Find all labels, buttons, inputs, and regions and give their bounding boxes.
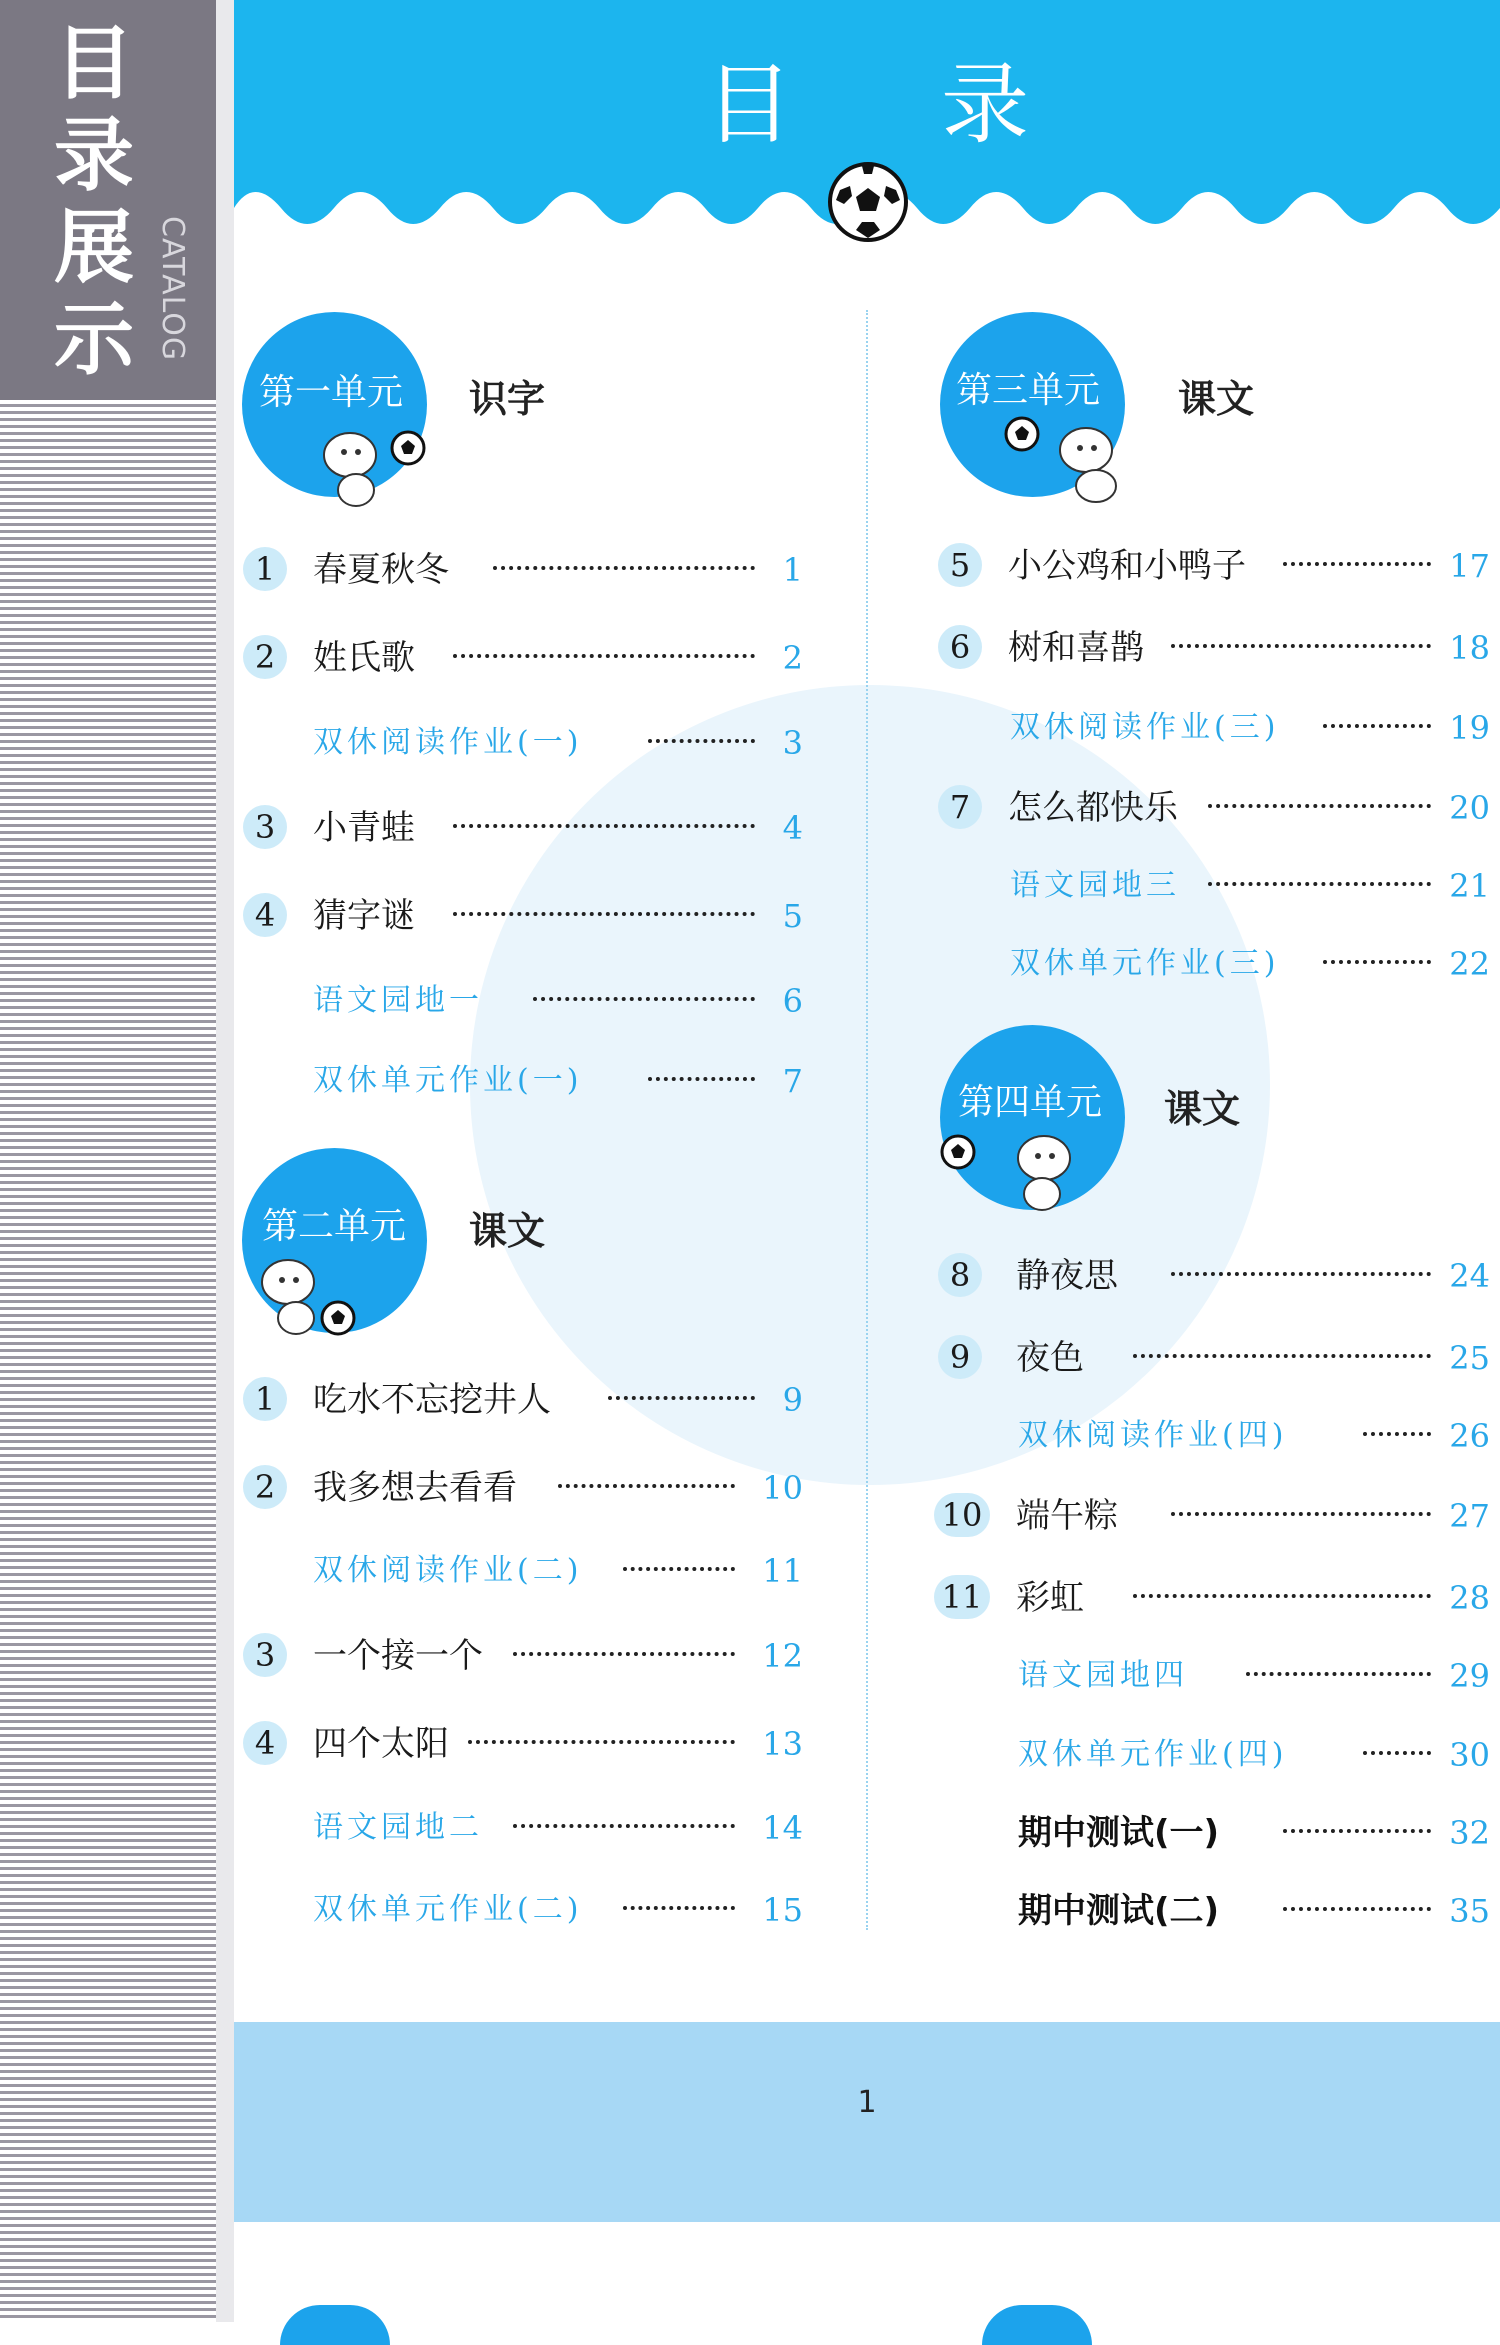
entry-leader-dots bbox=[453, 824, 755, 828]
footer-band bbox=[234, 2022, 1500, 2222]
toc-entry[interactable] bbox=[938, 1488, 1498, 1544]
entry-page: 15 bbox=[762, 1891, 803, 1929]
entry-title: 夜色 bbox=[1016, 1338, 1084, 1378]
entry-title: 语文园地二 bbox=[313, 1810, 483, 1845]
entry-leader-dots bbox=[1323, 960, 1431, 964]
unit-label: 第三单元 bbox=[956, 370, 1101, 411]
sidebar-title-char: 目 bbox=[54, 17, 134, 110]
entry-leader-dots bbox=[453, 912, 755, 916]
entry-page: 10 bbox=[762, 1469, 803, 1507]
entry-leader-dots bbox=[1208, 804, 1431, 808]
soccer-ball-icon bbox=[826, 160, 910, 244]
column-divider bbox=[866, 310, 868, 1930]
entry-title: 我多想去看看 bbox=[313, 1468, 517, 1508]
toc-entry[interactable] bbox=[938, 620, 1498, 676]
entry-leader-dots bbox=[533, 997, 755, 1001]
sidebar-gap bbox=[216, 0, 234, 2322]
entry-leader-dots bbox=[1133, 1354, 1431, 1358]
toc-entry[interactable] bbox=[938, 858, 1498, 914]
page-title: 目 录 bbox=[705, 53, 1089, 156]
toc-entry[interactable] bbox=[938, 936, 1498, 992]
entry-page: 29 bbox=[1449, 1657, 1490, 1695]
entry-title: 一个接一个 bbox=[313, 1636, 483, 1676]
entry-leader-dots bbox=[1283, 562, 1431, 566]
entry-number: 5 bbox=[938, 543, 982, 587]
entry-title: 语文园地四 bbox=[1018, 1658, 1188, 1693]
sidebar-title-char: 示 bbox=[54, 293, 134, 386]
toc-entry[interactable] bbox=[243, 630, 803, 686]
entry-leader-dots bbox=[558, 1484, 735, 1488]
mascot-icon bbox=[934, 1120, 1094, 1220]
entry-page: 25 bbox=[1449, 1339, 1490, 1377]
sidebar-title-char: 展 bbox=[54, 201, 134, 294]
unit-type: 课文 bbox=[1178, 377, 1255, 421]
entry-title: 双休单元作业(二) bbox=[313, 1892, 583, 1927]
entry-title: 小公鸡和小鸭子 bbox=[1008, 546, 1246, 586]
entry-page: 35 bbox=[1449, 1892, 1490, 1930]
toc-entry[interactable] bbox=[938, 1248, 1498, 1304]
entry-title: 怎么都快乐 bbox=[1008, 788, 1178, 828]
toc-entry[interactable] bbox=[243, 1460, 803, 1516]
entry-page: 22 bbox=[1449, 945, 1490, 983]
entry-page: 27 bbox=[1449, 1497, 1490, 1535]
entry-title: 春夏秋冬 bbox=[313, 550, 449, 590]
mascot-icon bbox=[248, 1242, 368, 1342]
entry-title: 期中测试(一) bbox=[1018, 1813, 1220, 1853]
entry-page: 11 bbox=[762, 1552, 803, 1590]
toc-entry[interactable] bbox=[243, 1716, 803, 1772]
entry-page: 3 bbox=[782, 724, 803, 762]
entry-title: 猜字谜 bbox=[313, 896, 415, 936]
sidebar-stripes bbox=[0, 400, 216, 2322]
entry-page: 20 bbox=[1449, 789, 1490, 827]
mascot-icon bbox=[310, 410, 430, 510]
entry-page: 24 bbox=[1449, 1257, 1490, 1295]
entry-leader-dots bbox=[1283, 1907, 1431, 1911]
entry-title: 吃水不忘挖井人 bbox=[313, 1380, 551, 1420]
entry-page: 14 bbox=[762, 1809, 803, 1847]
entry-title: 双休单元作业(四) bbox=[1018, 1737, 1288, 1772]
entry-number: 4 bbox=[243, 1721, 287, 1765]
toc-entry[interactable] bbox=[243, 800, 803, 856]
unit-type: 识字 bbox=[469, 377, 546, 421]
entry-page: 17 bbox=[1449, 547, 1490, 585]
entry-number: 10 bbox=[934, 1493, 990, 1537]
toc-entry[interactable] bbox=[243, 1372, 803, 1428]
entry-leader-dots bbox=[453, 654, 755, 658]
entry-page: 28 bbox=[1449, 1579, 1490, 1617]
entry-number: 1 bbox=[243, 547, 287, 591]
entry-leader-dots bbox=[1171, 644, 1431, 648]
entry-page: 5 bbox=[782, 897, 803, 935]
entry-page: 1 bbox=[782, 551, 803, 589]
page-number: 1 bbox=[857, 2085, 877, 2120]
entry-title: 静夜思 bbox=[1016, 1256, 1118, 1296]
entry-title: 双休阅读作业(三) bbox=[1010, 710, 1280, 745]
toc-entry[interactable] bbox=[938, 780, 1498, 836]
entry-page: 19 bbox=[1449, 709, 1490, 747]
entry-number: 6 bbox=[938, 625, 982, 669]
entry-title: 双休阅读作业(二) bbox=[313, 1553, 583, 1588]
toc-entry[interactable] bbox=[938, 538, 1498, 594]
toc-entry[interactable] bbox=[243, 1628, 803, 1684]
entry-number: 9 bbox=[938, 1335, 982, 1379]
entry-page: 2 bbox=[782, 639, 803, 677]
toc-entry[interactable] bbox=[938, 700, 1498, 756]
entry-page: 13 bbox=[762, 1725, 803, 1763]
entry-title: 双休单元作业(三) bbox=[1010, 946, 1280, 981]
unit-type: 课文 bbox=[469, 1209, 546, 1253]
entry-title: 双休阅读作业(一) bbox=[313, 725, 583, 760]
entry-title: 语文园地三 bbox=[1010, 868, 1180, 903]
toc-entry[interactable] bbox=[938, 1883, 1498, 1939]
entry-leader-dots bbox=[1208, 882, 1431, 886]
entry-number: 8 bbox=[938, 1253, 982, 1297]
toc-entry[interactable] bbox=[938, 1805, 1498, 1861]
entry-number: 2 bbox=[243, 635, 287, 679]
entry-number: 3 bbox=[243, 805, 287, 849]
entry-title: 端午粽 bbox=[1016, 1496, 1118, 1536]
entry-number: 11 bbox=[934, 1575, 990, 1619]
toc-entry[interactable] bbox=[243, 1543, 803, 1599]
toc-entry[interactable] bbox=[938, 1330, 1498, 1386]
entry-leader-dots bbox=[1171, 1272, 1431, 1276]
toc-entry[interactable] bbox=[243, 888, 803, 944]
next-page-badge bbox=[982, 2305, 1092, 2345]
entry-title: 树和喜鹊 bbox=[1008, 628, 1144, 668]
entry-title: 双休阅读作业(四) bbox=[1018, 1418, 1288, 1453]
toc-entry[interactable] bbox=[243, 973, 803, 1029]
entry-leader-dots bbox=[1246, 1672, 1431, 1676]
mascot-icon bbox=[1000, 410, 1140, 510]
entry-title: 期中测试(二) bbox=[1018, 1891, 1220, 1931]
next-page-badge bbox=[280, 2305, 390, 2345]
entry-number: 7 bbox=[938, 785, 982, 829]
entry-number: 3 bbox=[243, 1633, 287, 1677]
toc-entry[interactable] bbox=[938, 1570, 1498, 1626]
entry-leader-dots bbox=[1171, 1512, 1431, 1516]
entry-leader-dots bbox=[493, 566, 755, 570]
entry-leader-dots bbox=[513, 1824, 735, 1828]
entry-page: 7 bbox=[782, 1062, 803, 1100]
entry-leader-dots bbox=[1323, 724, 1431, 728]
toc-entry[interactable] bbox=[938, 1408, 1498, 1464]
toc-entry[interactable] bbox=[243, 715, 803, 771]
entry-leader-dots bbox=[1133, 1594, 1431, 1598]
unit-label: 第一单元 bbox=[259, 372, 404, 413]
sidebar-title bbox=[54, 18, 144, 386]
entry-page: 4 bbox=[782, 809, 803, 847]
toc-entry[interactable] bbox=[938, 1648, 1498, 1704]
entry-page: 6 bbox=[782, 982, 803, 1020]
entry-page: 21 bbox=[1449, 867, 1490, 905]
entry-leader-dots bbox=[623, 1567, 735, 1571]
entry-title: 双休单元作业(一) bbox=[313, 1063, 583, 1098]
entry-page: 12 bbox=[762, 1637, 803, 1675]
entry-title: 四个太阳 bbox=[313, 1724, 449, 1764]
entry-title: 小青蛙 bbox=[313, 808, 415, 848]
toc-entry[interactable] bbox=[938, 1727, 1498, 1783]
toc-entry[interactable] bbox=[243, 1882, 803, 1938]
entry-page: 26 bbox=[1449, 1417, 1490, 1455]
unit-type: 课文 bbox=[1164, 1087, 1241, 1131]
entry-page: 30 bbox=[1449, 1736, 1490, 1774]
entry-leader-dots bbox=[468, 1740, 735, 1744]
entry-page: 9 bbox=[782, 1381, 803, 1419]
entry-leader-dots bbox=[1283, 1829, 1431, 1833]
entry-title: 姓氏歌 bbox=[313, 638, 415, 678]
toc-entry[interactable] bbox=[243, 1800, 803, 1856]
entry-leader-dots bbox=[623, 1906, 735, 1910]
toc-entry[interactable] bbox=[243, 1053, 803, 1109]
entry-number: 1 bbox=[243, 1377, 287, 1421]
toc-entry[interactable] bbox=[243, 542, 803, 598]
entry-title: 彩虹 bbox=[1016, 1578, 1084, 1618]
entry-number: 4 bbox=[243, 893, 287, 937]
sidebar-catalog-label: CATALOG bbox=[155, 216, 190, 362]
entry-number: 2 bbox=[243, 1465, 287, 1509]
sidebar-title-char: 录 bbox=[54, 109, 134, 202]
entry-page: 32 bbox=[1449, 1814, 1490, 1852]
entry-page: 18 bbox=[1449, 629, 1490, 667]
entry-leader-dots bbox=[513, 1652, 735, 1656]
unit-label: 第四单元 bbox=[958, 1082, 1103, 1123]
unit-label: 第二单元 bbox=[262, 1206, 407, 1247]
entry-title: 语文园地一 bbox=[313, 983, 483, 1018]
